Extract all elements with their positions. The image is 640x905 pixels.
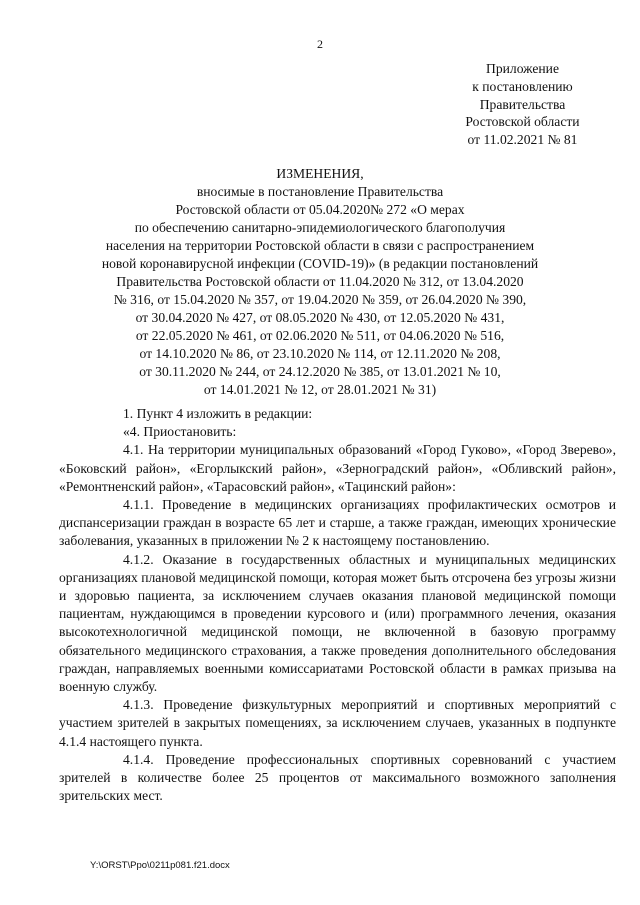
changes-line: новой коронавирусной инфекции (COVID-19)» (в редакции постановлений xyxy=(101,256,539,271)
appendix-line: Правительства xyxy=(479,96,566,112)
paragraph-4-1: 4.1. На территории муниципальных образований «Город Гуково», «Город Зверево», «Боковский район», «Егорлыкский район», «Зерноградский район», «Обливский район», «Ремонтненский район», «Тарасовский район», «Тацинский район»: xyxy=(59,442,616,494)
appendix-block xyxy=(430,60,615,149)
changes-heading xyxy=(60,165,580,399)
appendix-line: Ростовской области xyxy=(465,114,580,130)
changes-line: от 30.04.2020 № 427, от 08.05.2020 № 430, от 12.05.2020 № 431, xyxy=(135,310,505,325)
changes-line: населения на территории Ростовской области в связи с распространением xyxy=(105,238,535,253)
page-number: 2 xyxy=(317,37,323,51)
paragraph-2: «4. Приостановить: xyxy=(123,424,237,440)
appendix-line: от 11.02.2021 № 81 xyxy=(467,132,578,148)
changes-line: от 22.05.2020 № 461, от 02.06.2020 № 511, от 04.06.2020 № 516, xyxy=(135,328,505,343)
changes-line: от 14.01.2021 № 12, от 28.01.2021 № 31) xyxy=(203,382,437,397)
paragraph-4-1-1: 4.1.1. Проведение в медицинских организациях профилактических осмотров и диспансеризации граждан в возрасте 65 лет и старше, а также граждан, имеющих хронические заболевания, указанных в приложении № 2 к настоящему постановлению. xyxy=(59,497,616,549)
changes-title: ИЗМЕНЕНИЯ, xyxy=(276,166,364,181)
changes-line: № 316, от 15.04.2020 № 357, от 19.04.2020 № 359, от 26.04.2020 № 390, xyxy=(113,292,527,307)
changes-line: Правительства Ростовской области от 11.04.2020 № 312, от 13.04.2020 xyxy=(116,274,524,289)
changes-line: от 30.11.2020 № 244, от 24.12.2020 № 385, от 13.01.2021 № 10, xyxy=(139,364,501,379)
appendix-line: к постановлению xyxy=(472,78,573,94)
paragraph-4-1-2: 4.1.2. Оказание в государственных областных и муниципальных медицинских организациях плановой медицинской помощи, которая может быть отсрочена без угрозы жизни и здоровью пациента, за исключением случаев оказания плановой медицинской помощи пациентам, нуждающимся в проведении курсового и (или) программного лечения, оказания высокотехнологичной медицинской помощи, не включенной в базовую программу обязательного медицинского страхования, а также проведения дополнительного обследования граждан, направляемых военными комиссариатами Ростовской области в рамках призыва на военную службу. xyxy=(59,551,616,695)
changes-line: Ростовской области от 05.04.2020№ 272 «О мерах xyxy=(175,202,465,217)
paragraph-4-1-4: 4.1.4. Проведение профессиональных спортивных соревнований с участием зрителей в количестве более 25 процентов от максимального возможного заполнения зрительских мест. xyxy=(59,751,616,804)
document-body xyxy=(59,405,616,805)
changes-line: по обеспечению санитарно-эпидемиологического благополучия xyxy=(134,220,506,235)
appendix-line: Приложение xyxy=(486,61,559,76)
changes-line: вносимые в постановление Правительства xyxy=(196,184,444,199)
changes-line: от 14.10.2020 № 86, от 23.10.2020 № 114, от 12.11.2020 № 208, xyxy=(139,346,501,361)
paragraph-1: 1. Пункт 4 изложить в редакции: xyxy=(123,406,313,421)
paragraph-4-1-3: 4.1.3. Проведение физкультурных мероприятий и спортивных мероприятий с участием зрителей в закрытых помещениях, за исключением случаев, указанных в подпункте 4.1.4 настоящего пункта. xyxy=(59,697,616,749)
file-path-footer: Y:\ORST\Ppo\0211p081.f21.docx xyxy=(90,860,230,871)
